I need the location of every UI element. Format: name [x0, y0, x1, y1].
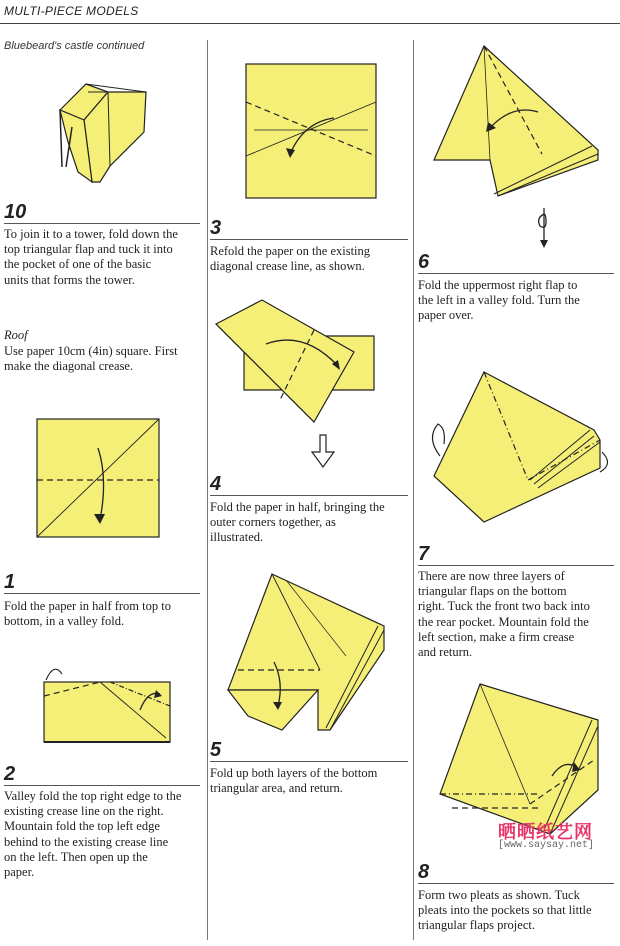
step-3-rule	[210, 239, 408, 240]
column-divider-right	[413, 40, 414, 940]
step-5-number: 5	[210, 739, 222, 761]
step-6-text: Fold the uppermost right flap to the left in a valley fold. Turn the paper over.	[418, 278, 580, 323]
step-1-number: 1	[4, 571, 16, 593]
step-6-number: 6	[418, 251, 430, 273]
step-3-number: 3	[210, 217, 222, 239]
roof-text: Use paper 10cm (4in) square. First make the diagonal crease.	[4, 344, 178, 374]
step-4-number: 4	[210, 473, 222, 495]
step-1-rule	[4, 593, 200, 594]
step-8-number: 8	[418, 861, 430, 883]
step-6-rule	[418, 273, 614, 274]
step-2-text: Valley fold the top right edge to the existing crease line on the right. Mountain fold the top left edge behind to the existing crease line on the left. Then open up the paper.	[4, 789, 182, 880]
watermark-brand: 晒晒纸艺网	[498, 822, 593, 843]
figure-step-5	[222, 570, 392, 740]
figure-step-6	[432, 42, 606, 200]
figure-step-2	[36, 660, 176, 748]
step-4-rule	[210, 495, 408, 496]
watermark-url: [www.saysay.net]	[498, 840, 595, 851]
roof-heading: Roof	[4, 328, 28, 342]
figure-step-7	[424, 368, 614, 528]
step-7-text: There are now three layers of triangular flaps on the bottom right. Tuck the front two back into the rear pocket. Mountain fold the left section, make a firm crease and return.	[418, 569, 590, 660]
section-subtitle: Bluebeard's castle continued	[4, 40, 145, 52]
step-10-rule	[4, 223, 200, 224]
column-divider-left	[207, 40, 208, 940]
step-10-text: To join it to a tower, fold down the top triangular flap and tuck it into the pocket of one of the basic units that forms the tower.	[4, 227, 178, 287]
step-8-rule	[418, 883, 614, 884]
step-7-rule	[418, 565, 614, 566]
figure-step-3	[244, 62, 378, 202]
step-8-text: Form two pleats as shown. Tuck pleats into the pockets so that little triangular flaps project.	[418, 888, 592, 933]
step-7-number: 7	[418, 543, 430, 565]
step-2-rule	[4, 785, 200, 786]
figure-step-4	[214, 294, 384, 428]
figure-step-8	[430, 680, 606, 840]
figure-step-1	[36, 418, 166, 540]
step-1-text: Fold the paper in half from top to bottom, in a valley fold.	[4, 599, 171, 629]
step-2-number: 2	[4, 763, 16, 785]
step-3-text: Refold the paper on the existing diagonal crease line, as shown.	[210, 244, 371, 274]
turn-over-loop-arrow-icon	[532, 206, 556, 250]
page-header: MULTI-PIECE MODELS	[4, 4, 139, 18]
step-5-text: Fold up both layers of the bottom triangular area, and return.	[210, 766, 378, 796]
header-rule	[0, 23, 620, 24]
figure-step-10	[48, 72, 158, 192]
turn-over-arrow-icon	[310, 434, 336, 468]
step-5-rule	[210, 761, 408, 762]
step-10-number: 10	[4, 201, 27, 223]
step-4-text: Fold the paper in half, bringing the outer corners together, as illustrated.	[210, 500, 385, 545]
